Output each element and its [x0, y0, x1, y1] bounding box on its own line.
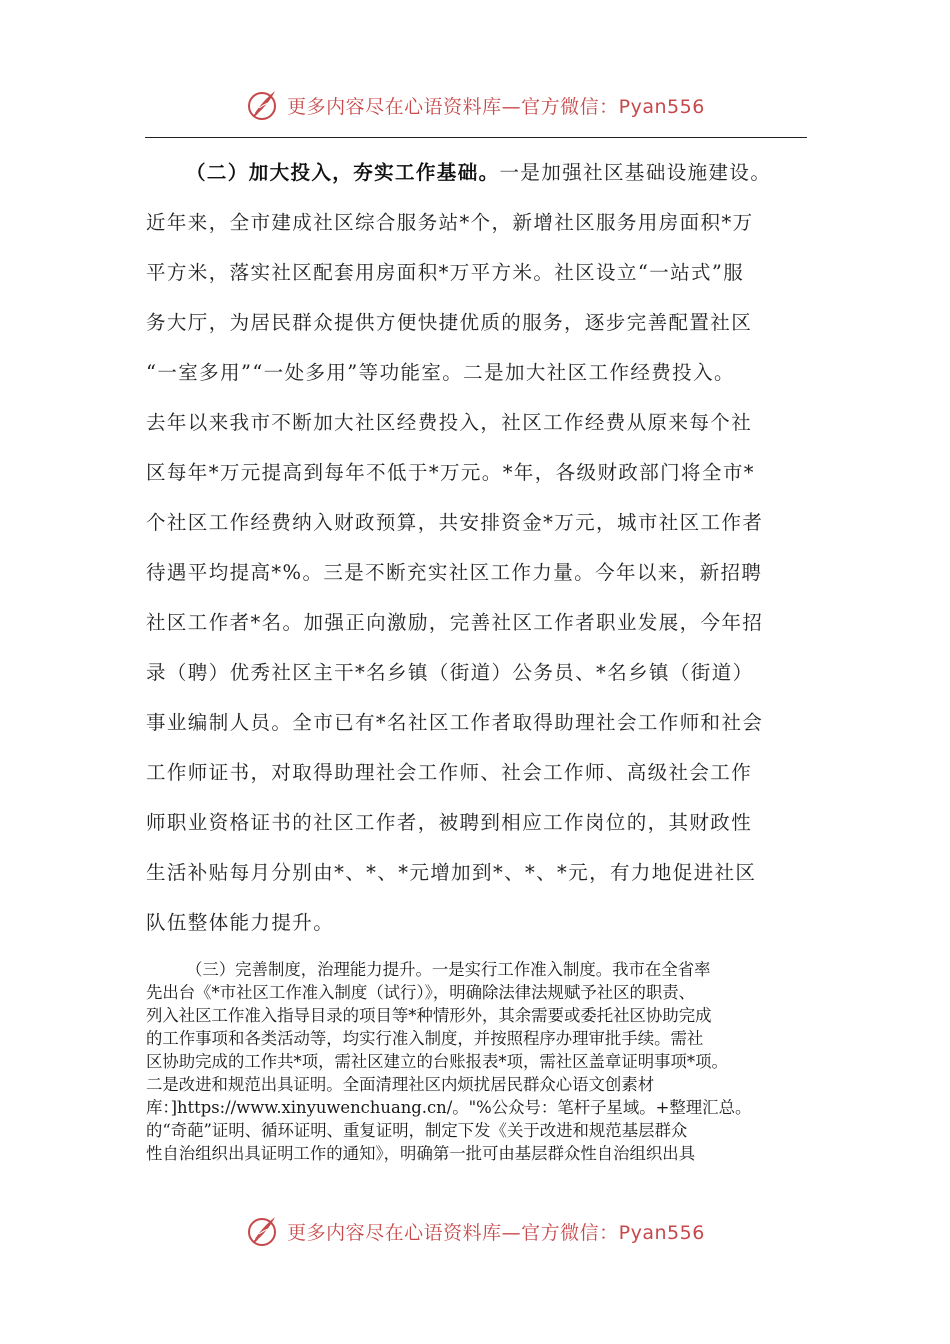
paragraph-line: 队伍整体能力提升。 — [146, 911, 335, 934]
paragraph-line: 个社区工作经费纳入财政预算，共安排资金*万元，城市社区工作者 — [146, 511, 764, 534]
paragraph-line: 录（聘）优秀社区主干*名乡镇（街道）公务员、*名乡镇（街道） — [146, 661, 754, 684]
paragraph-line: 先出台《*市社区工作准入制度（试行）》，明确除法律法规赋予社区的职责、 — [146, 983, 696, 1002]
footer-banner-content — [245, 1213, 705, 1249]
header-banner-text: 更多内容尽在心语资料库—官方微信：Pyan556 — [287, 95, 705, 118]
paragraph-line: 社区工作者*名。加强正向激励，完善社区工作者职业发展，今年招 — [146, 611, 764, 634]
section-two-body — [146, 148, 808, 948]
quill-pen-circle-icon — [245, 87, 281, 123]
section-heading: （二）加大投入，夯实工作基础。 — [186, 161, 500, 184]
paragraph-line: 的“奇葩”证明、循环证明、重复证明，制定下发《关于改进和规范基层群众 — [146, 1121, 688, 1140]
section-three-body — [146, 958, 810, 1165]
paragraph-line: “一室多用”“一处多用”等功能室。二是加大社区工作经费投入。 — [146, 361, 735, 384]
paragraph-line: 平方米，落实社区配套用房面积*万平方米。社区设立“一站式”服 — [146, 261, 745, 284]
paragraph-line: 区每年*万元提高到每年不低于*万元。*年，各级财政部门将全市* — [146, 461, 755, 484]
paragraph-line: 事业编制人员。全市已有*名社区工作者取得助理社会工作师和社会 — [146, 711, 764, 734]
paragraph-text: 一是加强社区基础设施建设。 — [499, 161, 772, 184]
paragraph-line: （三）完善制度，治理能力提升。一是实行工作准入制度。我市在全省率 — [186, 960, 711, 979]
paragraph-line: 生活补贴每月分别由*、*、*元增加到*、*、*元，有力地促进社区 — [146, 861, 757, 884]
paragraph-line: 务大厅，为居民群众提供方便快捷优质的服务，逐步完善配置社区 — [146, 311, 753, 334]
paragraph-line: 去年以来我市不断加大社区经费投入，社区工作经费从原来每个社 — [146, 411, 753, 434]
header-banner-content — [245, 87, 705, 123]
paragraph-line: 二是改进和规范出具证明。全面清理社区内烦扰居民群众心语文创素材 — [146, 1075, 655, 1094]
paragraph-line: 工作师证书，对取得助理社会工作师、社会工作师、高级社会工作 — [146, 761, 753, 784]
header-banner — [0, 80, 950, 130]
paragraph-line: 区协助完成的工作共*项，需社区建立的台账报表*项，需社区盖章证明事项*项。 — [146, 1052, 728, 1071]
paragraph-line: 近年来，全市建成社区综合服务站*个，新增社区服务用房面积*万 — [146, 211, 754, 234]
paragraph-line: 列入社区工作准入指导目录的项目等*种情形外，其余需要或委托社区协助完成 — [146, 1006, 712, 1025]
paragraph-line: 性自治组织出具证明工作的通知》，明确第一批可由基层群众性自治组织出具 — [146, 1144, 696, 1163]
footer-banner-text: 更多内容尽在心语资料库—官方微信：Pyan556 — [287, 1221, 705, 1244]
paragraph-line: 的工作事项和各类活动等，均实行准入制度，并按照程序办理审批手续。需社 — [146, 1029, 704, 1048]
paragraph-line: 待遇平均提高*%。三是不断充实社区工作力量。今年以来，新招聘 — [146, 561, 763, 584]
paragraph-line — [146, 148, 808, 198]
paragraph-line: 库：]https://www.xinyuwenchuang.cn/。"%公众号：笔杆子星域。+整理汇总。 — [146, 1098, 752, 1117]
header-divider — [145, 137, 807, 138]
quill-pen-circle-icon — [245, 1213, 281, 1249]
paragraph-line: 师职业资格证书的社区工作者，被聘到相应工作岗位的，其财政性 — [146, 811, 753, 834]
footer-banner — [0, 1206, 950, 1256]
